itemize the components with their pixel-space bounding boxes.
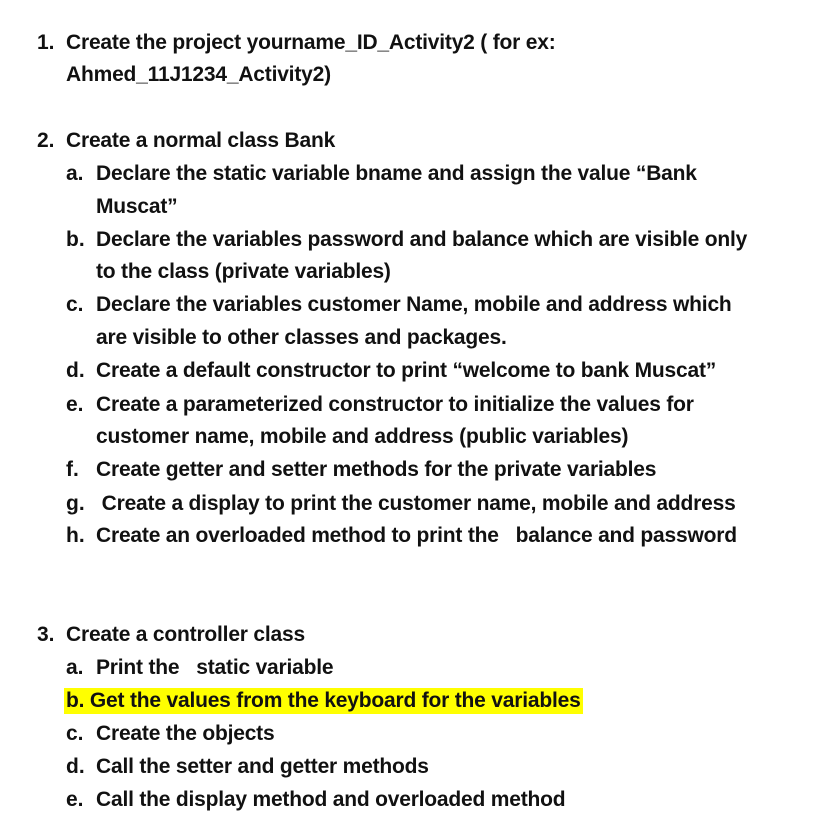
section-1-line-2: Ahmed_11J1234_Activity2) — [66, 63, 331, 86]
section-3-item-c-marker: c. — [66, 722, 84, 745]
section-2-item-h-line-1: Create an overloaded method to print the balance and password — [96, 524, 737, 547]
section-1-number: 1. — [37, 31, 55, 54]
section-2-item-c-line-2: are visible to other classes and packages. — [96, 326, 507, 349]
section-3-item-a-marker: a. — [66, 656, 84, 679]
section-2-item-c-marker: c. — [66, 293, 84, 316]
section-3-item-c-text: Create the objects — [96, 722, 275, 745]
section-2-item-e-line-1: Create a parameterized constructor to initialize the values for — [96, 393, 694, 416]
section-2-item-g-marker: g. — [66, 492, 85, 515]
section-1-line-1: Create the project yourname_ID_Activity2 ( for ex: — [66, 31, 556, 54]
section-2-title: Create a normal class Bank — [66, 129, 336, 152]
section-2-item-e-marker: e. — [66, 393, 84, 416]
section-3-title: Create a controller class — [66, 623, 305, 646]
section-2-item-d-line-1: Create a default constructor to print “welcome to bank Muscat” — [96, 359, 717, 382]
section-3-item-d-text: Call the setter and getter methods — [96, 755, 429, 778]
section-2-item-f-marker: f. — [66, 458, 79, 481]
section-3-item-b-marker: b. — [66, 689, 85, 712]
section-2-item-a-marker: a. — [66, 162, 84, 185]
section-2-item-d-marker: d. — [66, 359, 85, 382]
section-3-number: 3. — [37, 623, 55, 646]
section-3-item-b-text: Get the values from the keyboard for the variables — [89, 689, 581, 712]
section-3-item-a-text: Print the static variable — [96, 656, 334, 679]
section-2-item-e-line-2: customer name, mobile and address (public variables) — [96, 425, 629, 448]
section-2-item-a-line-2: Muscat” — [96, 195, 178, 218]
section-3-item-d-marker: d. — [66, 755, 85, 778]
section-2-item-f-line-1: Create getter and setter methods for the private variables — [96, 458, 657, 481]
section-3-item-e-marker: e. — [66, 788, 84, 811]
section-2-item-g-line-1: Create a display to print the customer name, mobile and address — [96, 492, 736, 515]
section-3-item-b-highlight — [64, 688, 583, 714]
section-3-item-e-text: Call the display method and overloaded method — [96, 788, 566, 811]
section-2-item-a-line-1: Declare the static variable bname and assign the value “Bank — [96, 162, 697, 185]
section-2-item-b-marker: b. — [66, 228, 85, 251]
section-2-item-b-line-1: Declare the variables password and balance which are visible only — [96, 228, 748, 251]
section-2-item-c-line-1: Declare the variables customer Name, mobile and address which — [96, 293, 732, 316]
section-2-item-h-marker: h. — [66, 524, 85, 547]
section-2-number: 2. — [37, 129, 55, 152]
section-2-item-b-line-2: to the class (private variables) — [96, 260, 391, 283]
